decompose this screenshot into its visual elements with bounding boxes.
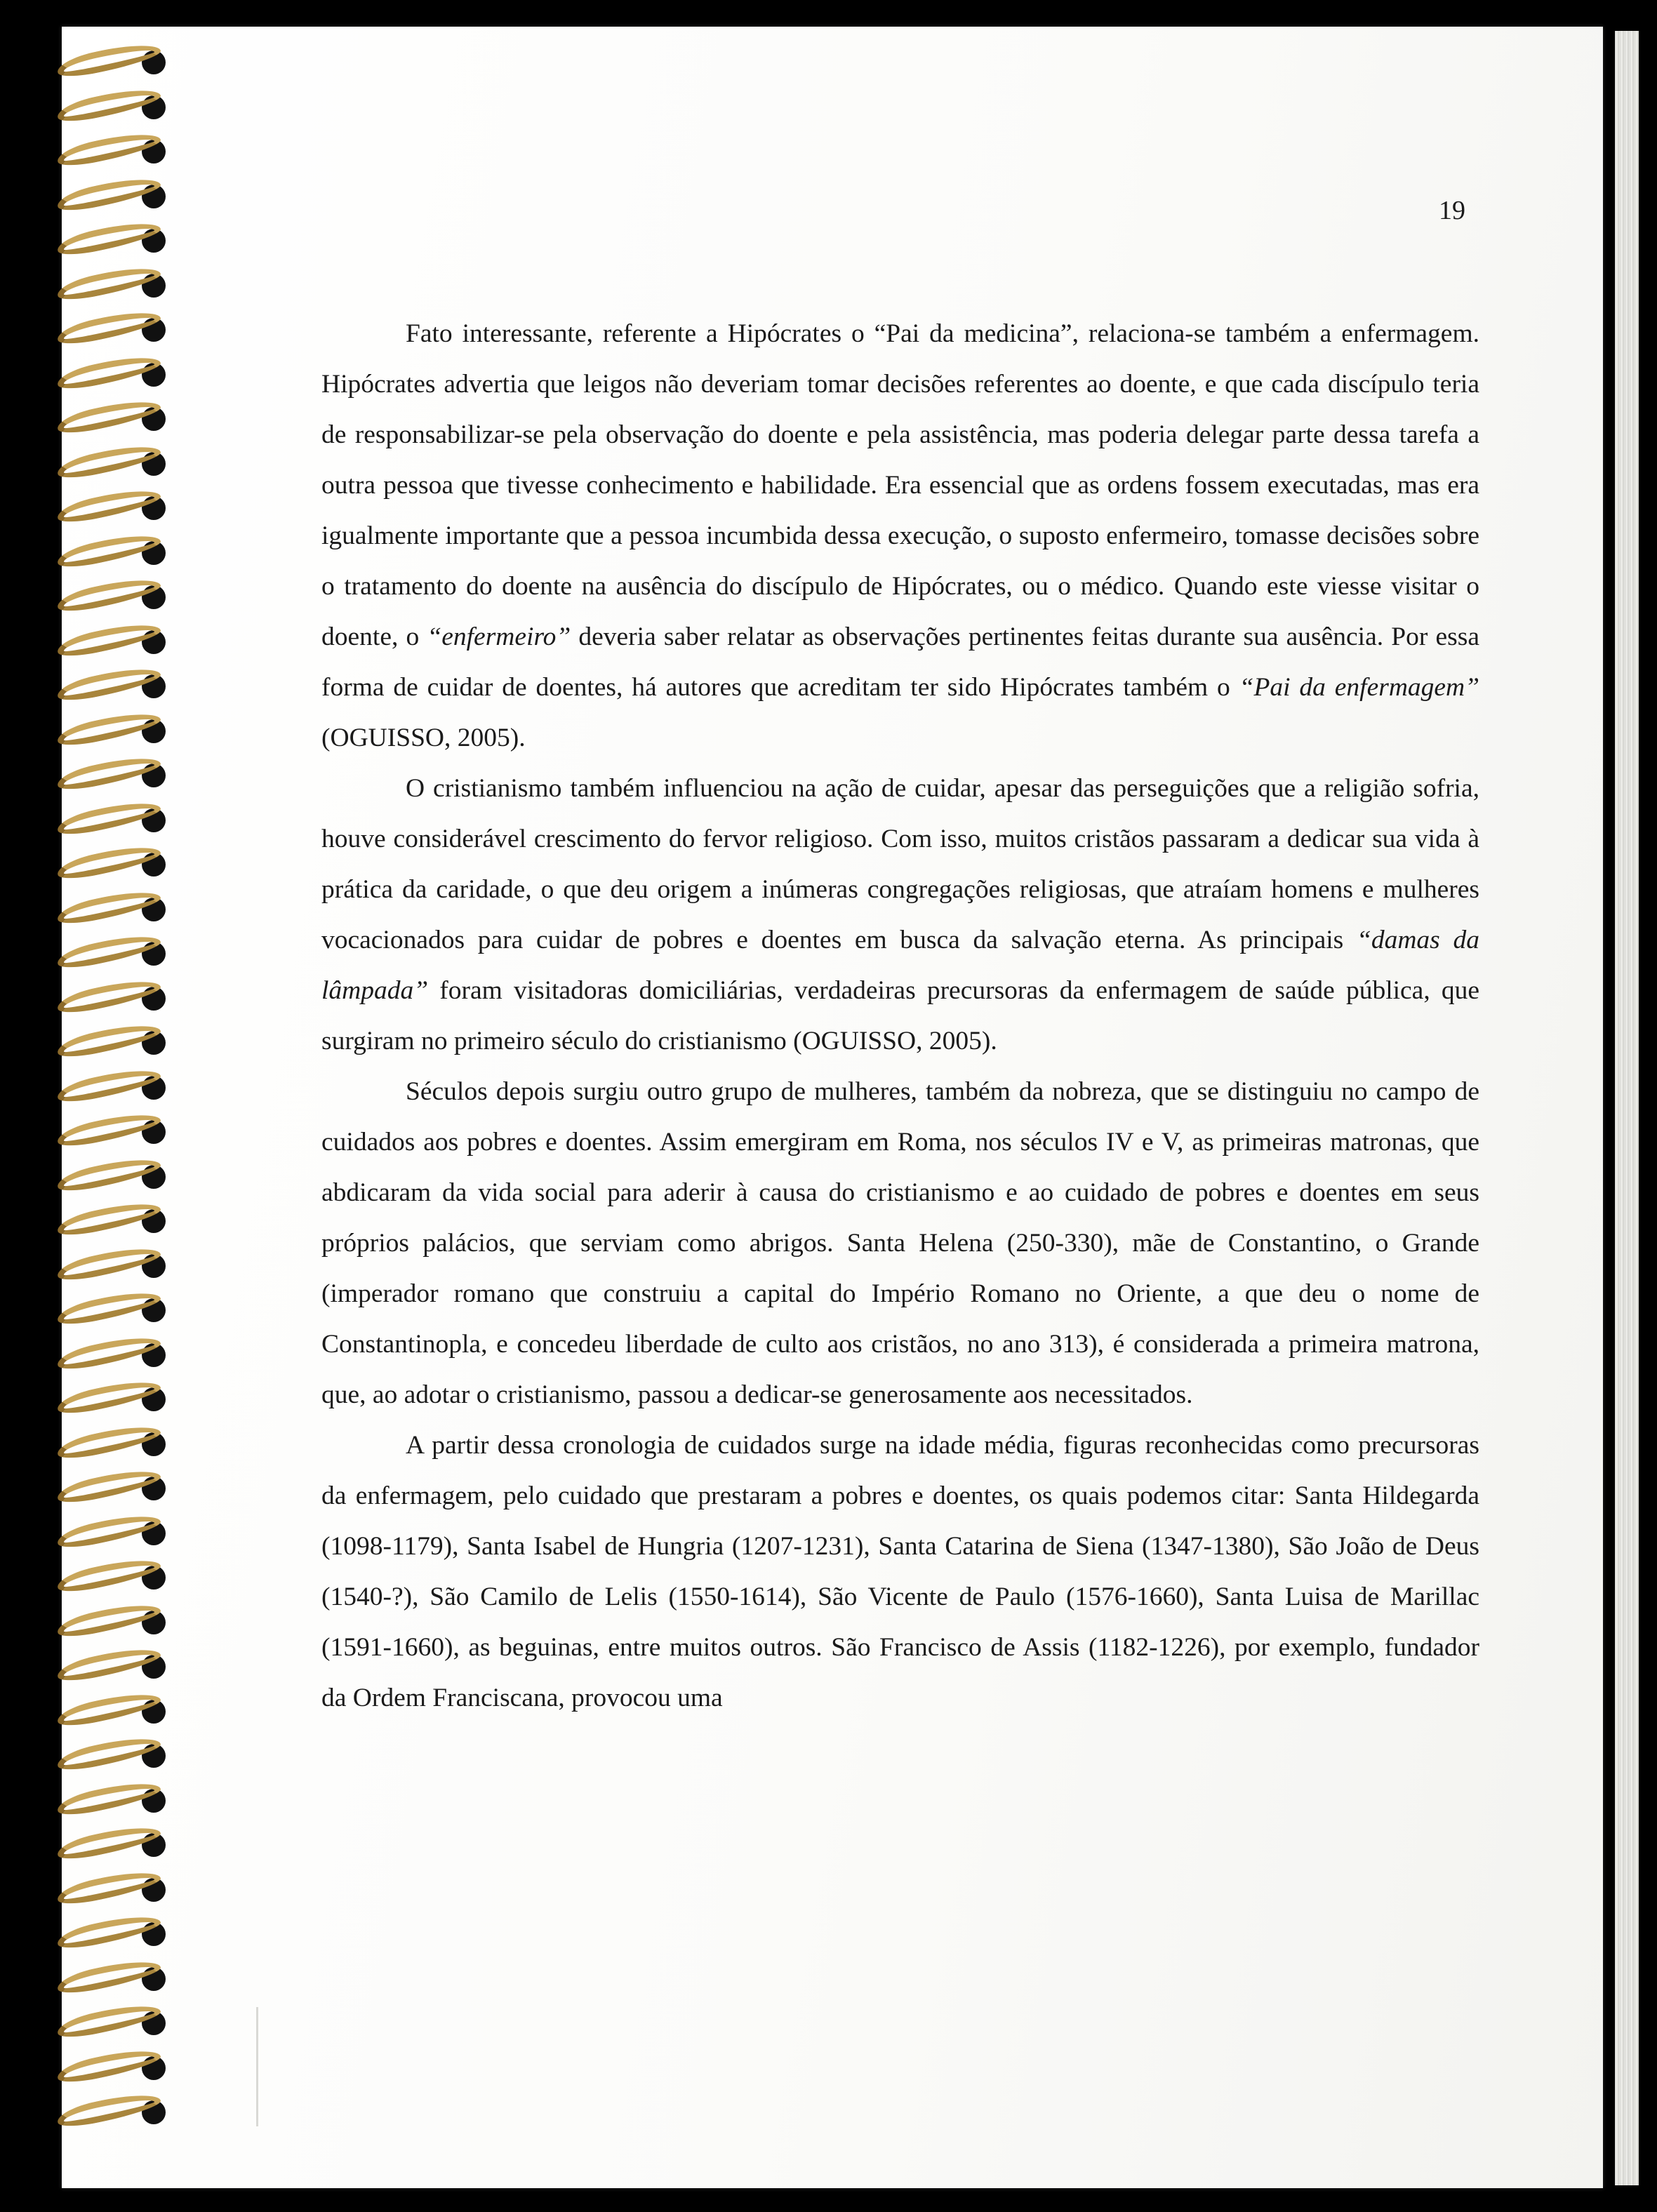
text-run: Séculos depois surgiu outro grupo de mulheres, também da nobreza, que se distinguiu no campo de cuidados aos pobres e doentes. Assim emergiram em Roma, nos séculos IV e V, as primeiras matronas, que abdicaram da vida social para aderir à causa do cristianismo e ao cuidado de pobres e doentes em seus próprios palácios, que serviam como abrigos. Santa Helena (250-330), mãe de Constantino, o Grande (imperador romano que construiu a capital do Império Romano no Oriente, a que deu o nome de Constantinopla, e concedeu liberdade de culto aos cristãos, no ano 313), é considerada a primeira matrona, que, ao adotar o cristianismo, passou a dedicar-se generosamente aos necessitados. xyxy=(321,1077,1479,1409)
paragraph-1 xyxy=(321,309,1479,764)
text-run: O cristianismo também influenciou na ação de cuidar, apesar das perseguições que a religião sofria, houve considerável crescimento do fervor religioso. Com isso, muitos cristãos passaram a dedicar sua vida à prática da caridade, o que deu origem a inúmeras congregações religiosas, que atraíam homens e mulheres vocacionados para cuidar de pobres e doentes em busca da salvação eterna. As principais xyxy=(321,774,1479,954)
text-run: A partir dessa cronologia de cuidados surge na idade média, figuras reconhecidas como precursoras da enfermagem, pelo cuidado que prestaram a pobres e doentes, os quais podemos citar: Santa Hildegarda (1098-1179), Santa Isabel de Hungria (1207-1231), Santa Catarina de Siena (1347-1380), São João de Deus (1540-?), São Camilo de Lelis (1550-1614), São Vicente de Paulo (1576-1660), Santa Luisa de Marillac (1591-1660), as beguinas, entre muitos outros. São Francisco de Assis (1182-1226), por exemplo, fundador da Ordem Franciscana, provocou uma xyxy=(321,1431,1479,1712)
paragraph-3 xyxy=(321,1067,1479,1420)
page-number: 19 xyxy=(1439,196,1465,225)
paragraph-2 xyxy=(321,764,1479,1067)
italic-term: “damas da lâmpada” xyxy=(321,926,1479,1005)
citation: (OGUISSO, 2005). xyxy=(321,724,526,752)
text-run: Fato interessante, referente a Hipócrates o “Pai da medicina”, relaciona-se também a enfermagem. Hipócrates advertia que leigos não deveriam tomar decisões referentes ao doente, e que cada discípulo teria de responsabilizar-se pela observação do doente e pela assistência, mas poderia delegar parte dessa tarefa a outra pessoa que tivesse conhecimento e habilidade. Era essencial que as ordens fossem executadas, mas era igualmente importante que a pessoa incumbida dessa execução, o suposto enfermeiro, tomasse decisões sobre o tratamento do doente na ausência do discípulo de Hipócrates, ou o médico. Quando este viesse visitar o doente, o xyxy=(321,319,1479,651)
body-text xyxy=(321,309,1479,1724)
text-run: foram visitadoras domiciliárias, verdadeiras precursoras da enfermagem de saúde pública, que surgiram no primeiro século do cristianismo (OGUISSO, 2005). xyxy=(321,976,1479,1055)
text-run: deveria saber relatar as observações pertinentes feitas durante sua ausência. Por essa forma de cuidar de doentes, há autores que acreditam ter sido Hipócrates também o xyxy=(321,622,1479,702)
margin-mark xyxy=(256,2007,258,2126)
italic-term: “Pai da enfermagem” xyxy=(1239,673,1479,702)
page-stack-edge xyxy=(1615,31,1639,2185)
paragraph-4 xyxy=(321,1420,1479,1724)
spiral-binding xyxy=(28,49,140,2154)
italic-term: “enfermeiro” xyxy=(427,622,571,651)
